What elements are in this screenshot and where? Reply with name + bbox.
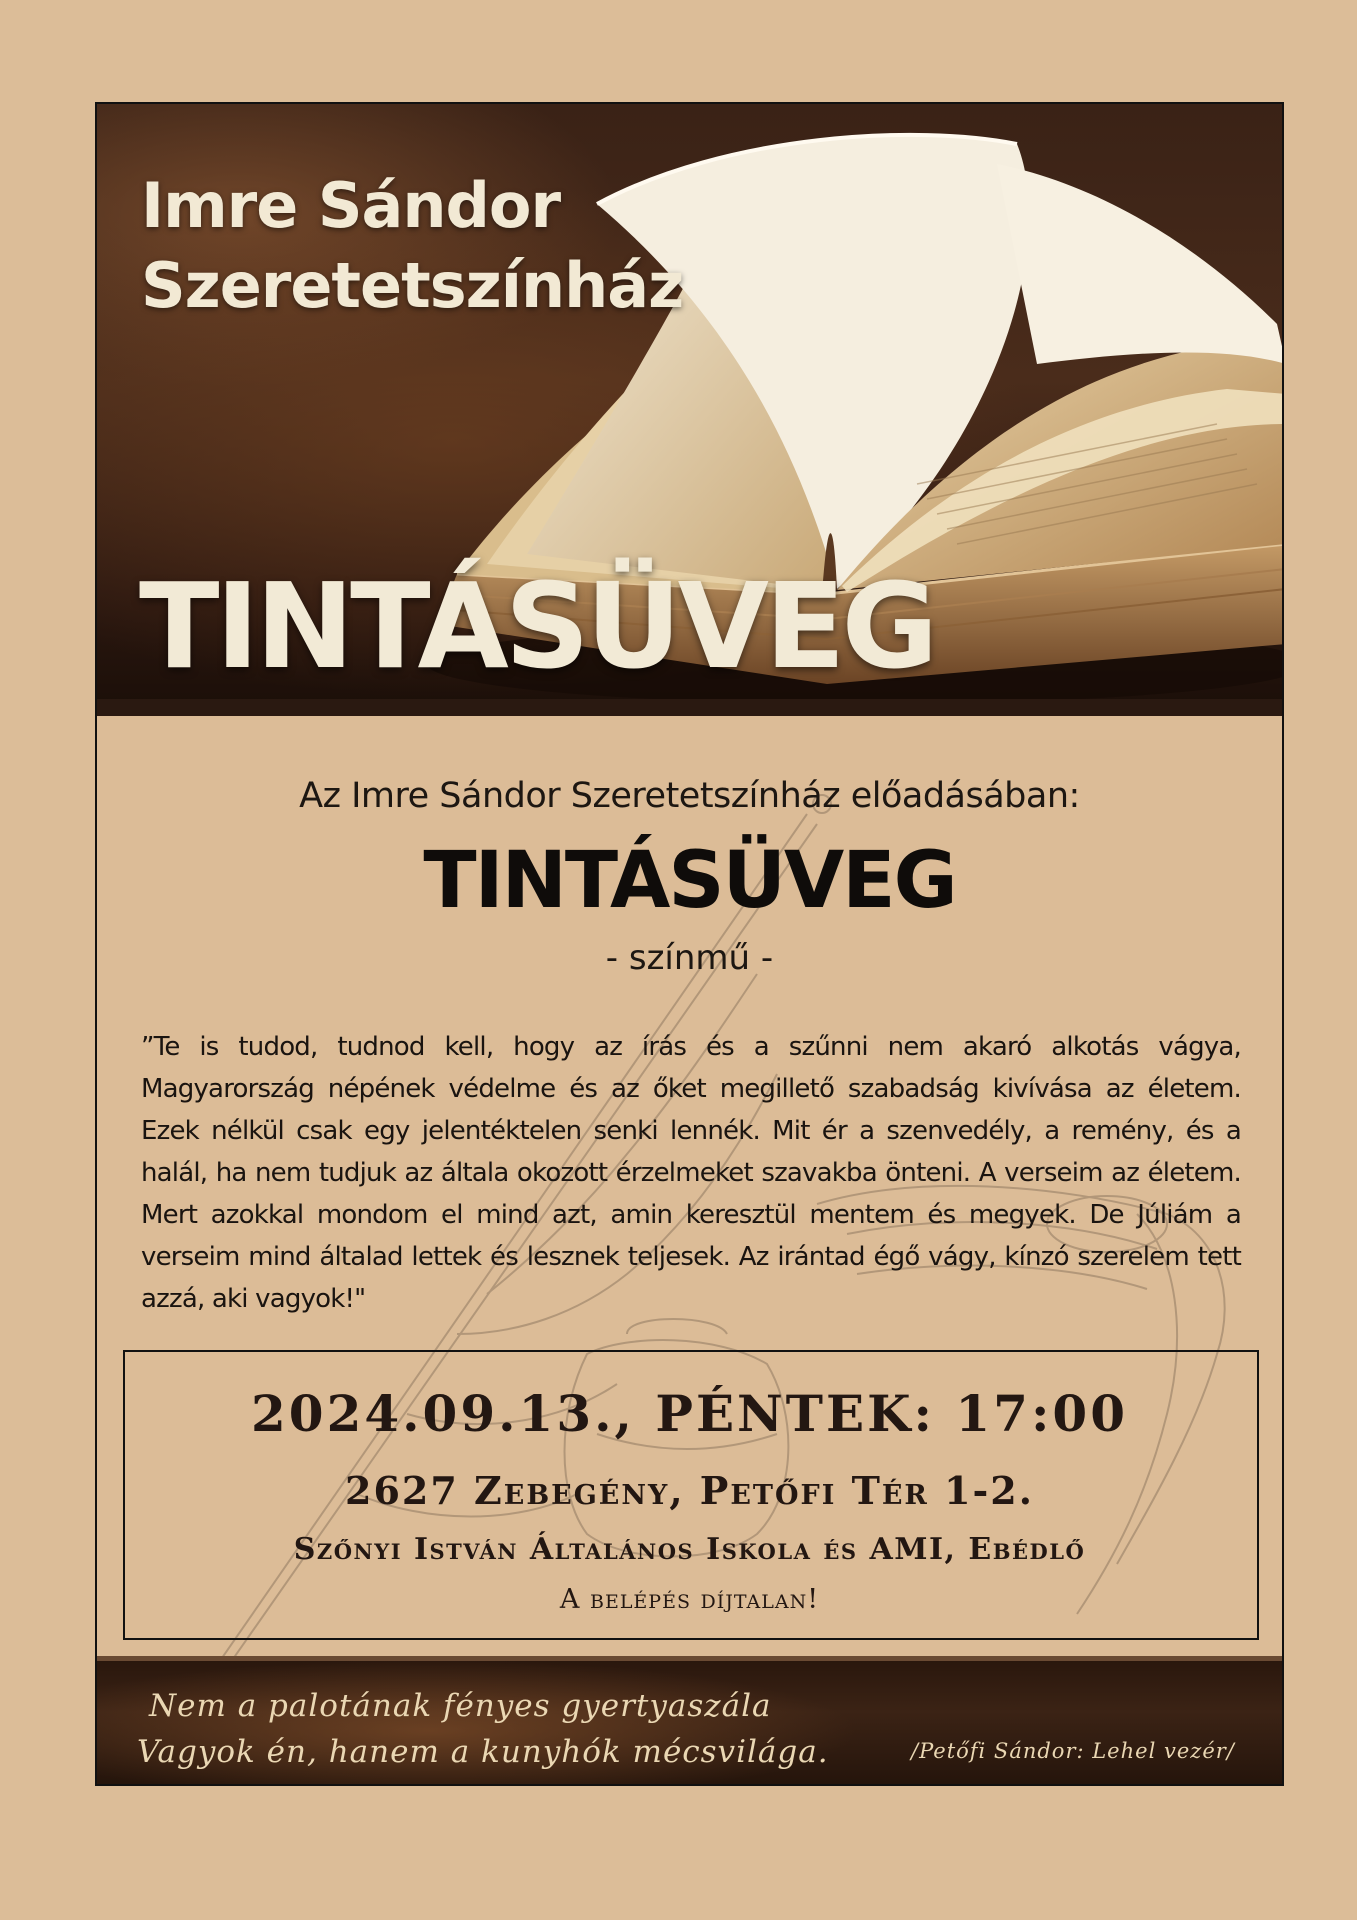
event-entry-note: A belépés díjtalan!	[559, 1584, 820, 1615]
footer-verse-source: /Petőfi Sándor: Lehel vezér/	[911, 1739, 1235, 1763]
play-title: TINTÁSÜVEG	[423, 836, 956, 926]
hero-bottom-strip	[97, 699, 1282, 716]
footer-verse-line1: Nem a palotának fényes gyertyaszála	[149, 1688, 772, 1724]
footer-banner	[97, 1656, 1282, 1786]
hero-banner	[97, 104, 1282, 716]
intro-line: Az Imre Sándor Szeretetszínház előadásában:	[299, 776, 1080, 816]
hero-organizer-line2: Szeretetszínház	[141, 249, 684, 322]
event-address: 2627 Zebegény, Petőfi Tér 1-2.	[345, 1468, 1034, 1513]
quote-paragraph: ”Te is tudod, tudnod kell, hogy az írás és a szűnni nem akaró alkotás vágya, Magyarország népének védelme és az őket megillető szabadság kivívása az életem. Ezek nélkül csak egy jelentéktelen senki lennék. Mit ér a szenvedély, a remény, és a halál, ha nem tudjuk az általa okozott érzelmeket szavakba önteni. A verseim az életem. Mert azokkal mondom el mind azt, amin keresztül mentem és megyek. De Júliám a verseim mind általad lettek és lesznek teljesek. Az irántad égő vágy, kínzó szerelem tett azzá, aki vagyok!"	[141, 1032, 1241, 1314]
event-datetime: 2024.09.13., PÉNTEK: 17:00	[250, 1384, 1129, 1443]
hero-organizer-line1: Imre Sándor	[141, 169, 561, 242]
genre-label: - színmű -	[605, 938, 774, 978]
footer-verse	[137, 1683, 829, 1775]
hero-organizer-name	[141, 166, 683, 326]
hero-title: TINTÁSÜVEG	[139, 557, 935, 695]
footer-verse-line2: Vagyok én, hanem a kunyhók mécsvilága.	[137, 1734, 829, 1770]
poster	[95, 102, 1284, 1786]
event-venue: Szőnyi István Általános Iskola és AMI, Ebédlő	[293, 1532, 1086, 1567]
